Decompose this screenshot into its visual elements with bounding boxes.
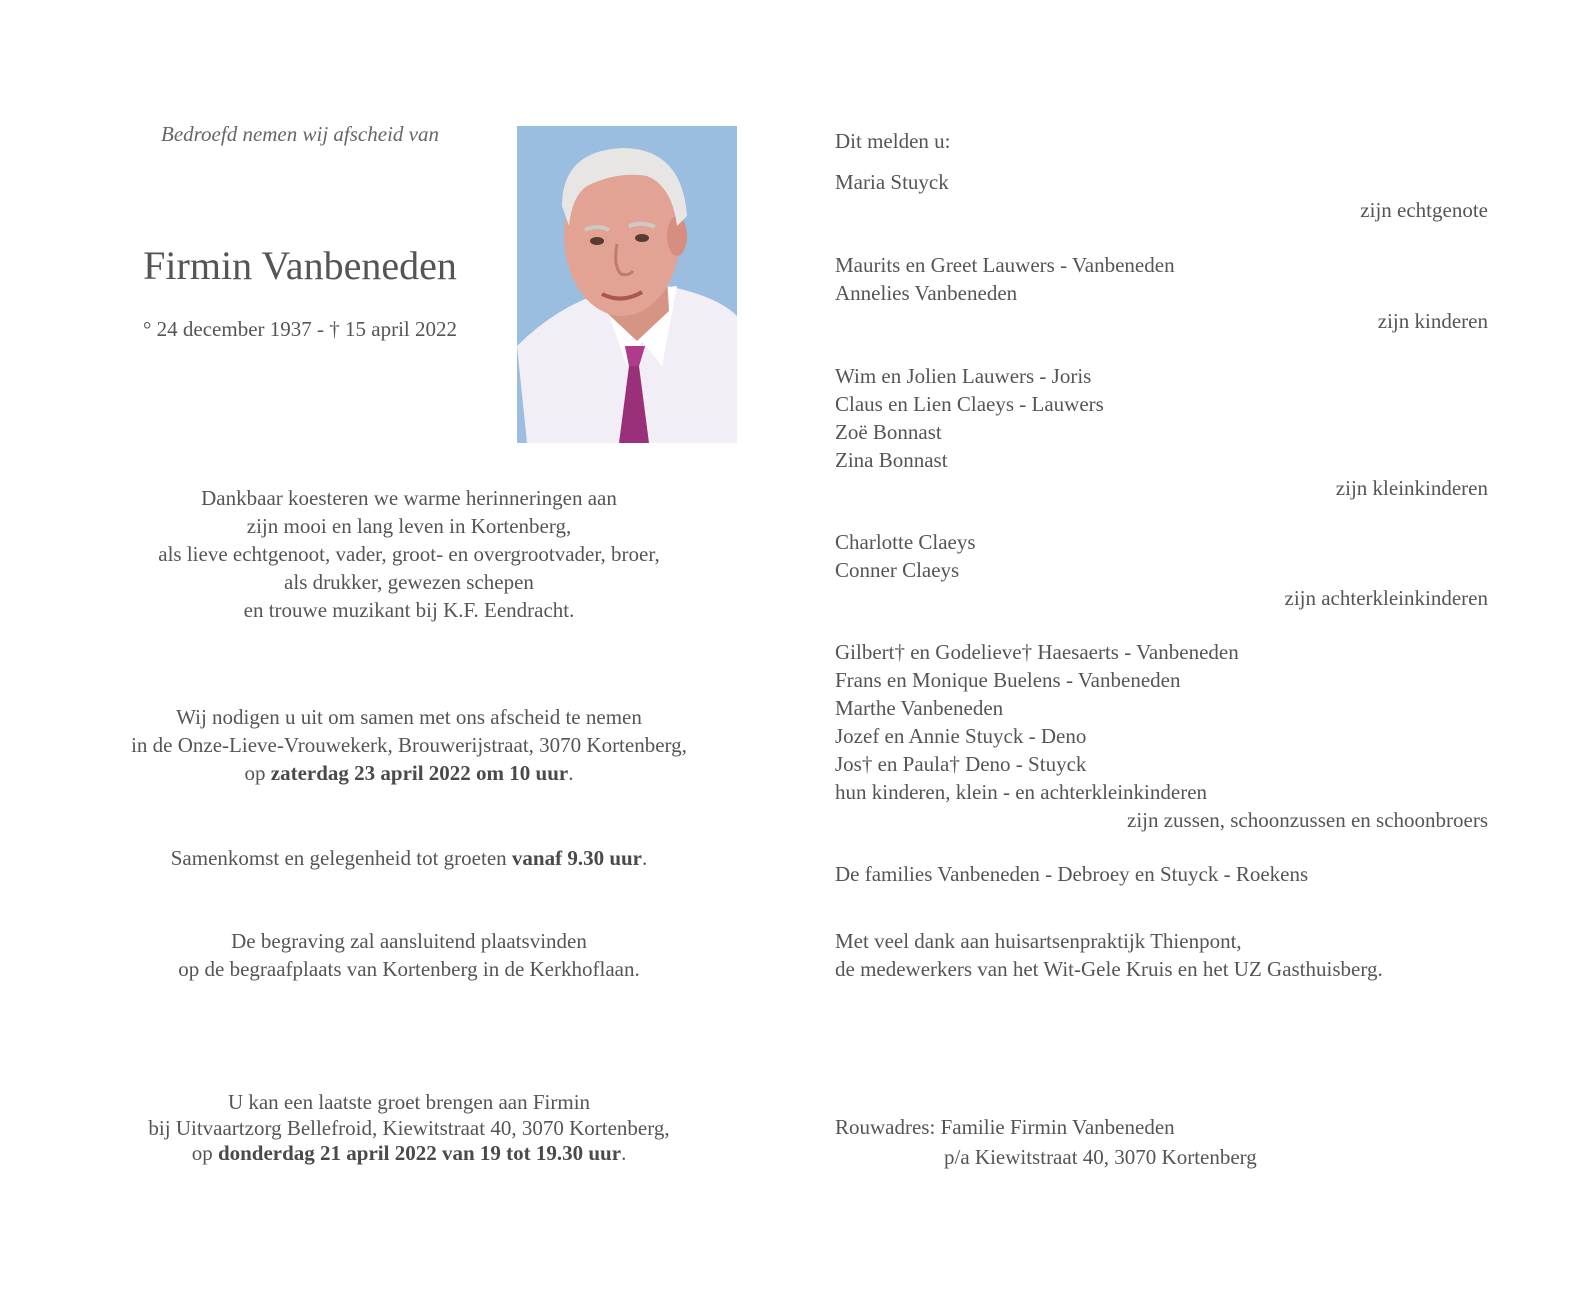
burial-line: op de begraafplaats van Kortenberg in de Kerkhoflaan. [178, 957, 640, 981]
relation-label: zijn zussen, schoonzussen en schoonbroers [1127, 808, 1488, 832]
gathering-time: vanaf 9.30 uur [511, 846, 643, 870]
visitation-line: bij Uitvaartzorg Bellefroid, Kiewitstraat 40, 3070 Kortenberg, [148, 1116, 670, 1140]
family-member: Conner Claeys [835, 558, 960, 582]
visitation-line: U kan een laatste groet brengen aan Firmin [227, 1090, 591, 1114]
gathering-paragraph: Samenkomst en gelegenheid tot groeten vanaf 9.30 uur. [170, 846, 648, 870]
relation-label: zijn kleinkinderen [1335, 476, 1488, 500]
family-member: Frans en Monique Buelens - Vanbeneden [835, 668, 1181, 692]
announcers-intro: Dit melden u: [835, 129, 951, 153]
visitation-line: op donderdag 21 april 2022 van 19 tot 19.30 uur. [191, 1141, 627, 1165]
family-member: Marthe Vanbeneden [835, 696, 1004, 720]
family-member: Jos† en Paula† Deno - Stuyck [835, 752, 1087, 776]
thanks-paragraph [835, 927, 1488, 983]
thanks-line: de medewerkers van het Wit-Gele Kruis en het UZ Gasthuisberg. [835, 957, 1383, 981]
visitation-paragraph [100, 1088, 718, 1166]
siblings-group [835, 638, 1488, 834]
families-line: De families Vanbeneden - Debroey en Stuyck - Roekens [835, 862, 1309, 886]
family-member: Charlotte Claeys [835, 530, 976, 554]
invitation-line: Wij nodigen u uit om samen met ons afscheid te nemen [176, 705, 642, 729]
burial-line: De begraving zal aansluitend plaatsvinden [231, 929, 587, 953]
thanks-line: Met veel dank aan huisartsenpraktijk Thienpont, [835, 929, 1242, 953]
family-member: Zoë Bonnast [835, 420, 942, 444]
mourning-address [835, 1112, 1488, 1172]
family-member: Gilbert† en Godelieve† Haesaerts - Vanbeneden [835, 640, 1239, 664]
family-member: Wim en Jolien Lauwers - Joris [835, 364, 1092, 388]
spouse-group [835, 168, 1488, 224]
burial-paragraph [100, 927, 718, 983]
family-member: Jozef en Annie Stuyck - Deno [835, 724, 1087, 748]
deceased-name: Firmin Vanbeneden [143, 243, 457, 288]
grandchildren-group [835, 362, 1488, 502]
children-group [835, 251, 1488, 335]
family-member: Maurits en Greet Lauwers - Vanbeneden [835, 253, 1175, 277]
memories-paragraph [100, 484, 718, 624]
invitation-line: in de Onze-Lieve-Vrouwekerk, Brouwerijstraat, 3070 Kortenberg, [131, 733, 687, 757]
memories-line: Dankbaar koesteren we warme herinneringen aan [201, 486, 617, 510]
memories-line: zijn mooi en lang leven in Kortenberg, [246, 514, 572, 538]
address-line: p/a Kiewitstraat 40, 3070 Kortenberg [944, 1145, 1257, 1169]
memories-line: als lieve echtgenoot, vader, groot- en overgrootvader, broer, [158, 542, 660, 566]
portrait-photo [517, 126, 737, 443]
service-datetime: zaterdag 23 april 2022 om 10 uur [270, 761, 569, 785]
family-member: hun kinderen, klein - en achterkleinkinderen [835, 780, 1208, 804]
relation-label: zijn kinderen [1377, 309, 1488, 333]
address-line: Rouwadres: Familie Firmin Vanbeneden [835, 1115, 1175, 1139]
memories-line: als drukker, gewezen schepen [284, 570, 534, 594]
family-member: Annelies Vanbeneden [835, 281, 1018, 305]
intro-text: Bedroefd nemen wij afscheid van [161, 122, 439, 146]
memories-line: en trouwe muzikant bij K.F. Eendracht. [243, 598, 575, 622]
relation-label: zijn achterkleinkinderen [1284, 586, 1488, 610]
relation-label: zijn echtgenote [1360, 198, 1488, 222]
family-member: Maria Stuyck [835, 170, 949, 194]
visitation-datetime: donderdag 21 april 2022 van 19 tot 19.30 uur [217, 1141, 622, 1165]
great-grandchildren-group [835, 528, 1488, 612]
invitation-line: op zaterdag 23 april 2022 om 10 uur. [244, 761, 574, 785]
life-dates: ° 24 december 1937 - † 15 april 2022 [143, 317, 457, 341]
family-member: Claus en Lien Claeys - Lauwers [835, 392, 1104, 416]
invitation-paragraph [100, 703, 718, 787]
family-member: Zina Bonnast [835, 448, 948, 472]
